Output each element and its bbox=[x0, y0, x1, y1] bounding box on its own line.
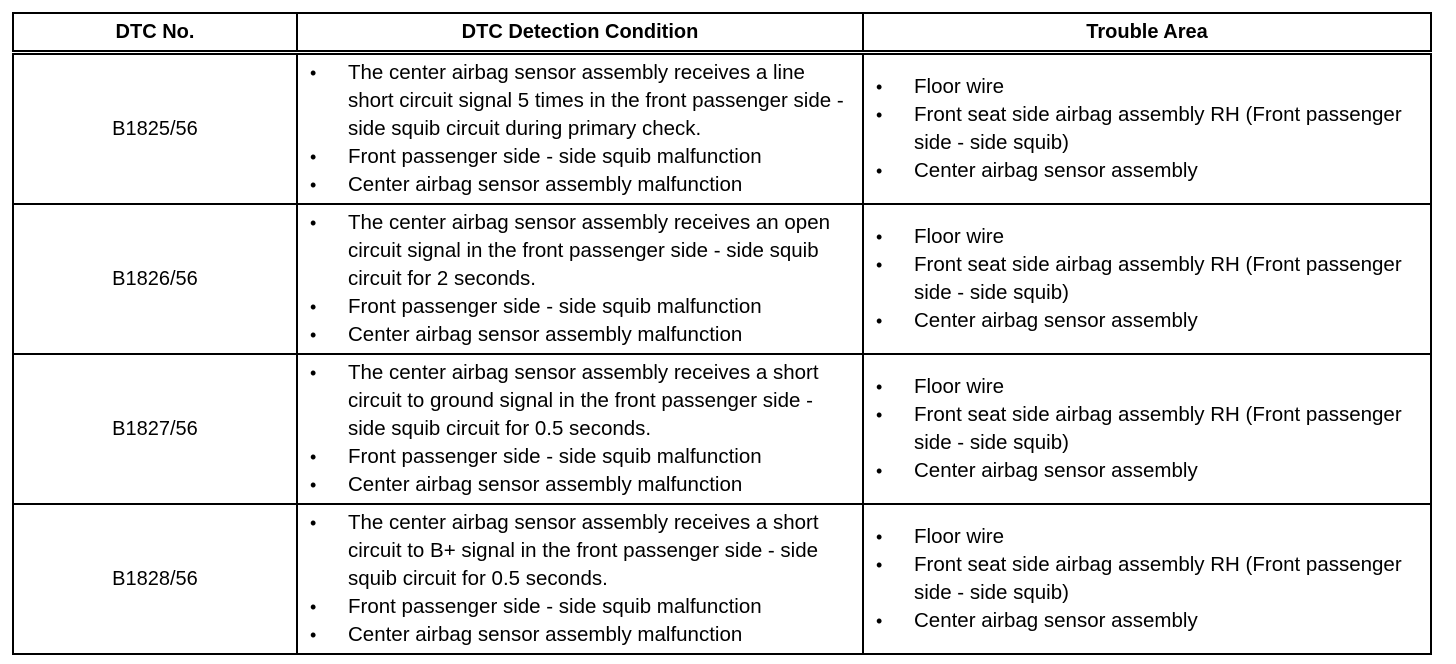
condition-text: Center airbag sensor assembly malfunction bbox=[348, 473, 743, 496]
detection-condition-cell bbox=[297, 504, 863, 654]
bullet-icon: • bbox=[876, 611, 883, 631]
bullet-icon: • bbox=[310, 63, 317, 83]
bullet-icon: • bbox=[310, 325, 317, 345]
area-text: Floor wire bbox=[914, 225, 1004, 248]
condition-list bbox=[298, 509, 854, 649]
list-item bbox=[864, 251, 1422, 307]
list-item bbox=[864, 523, 1422, 551]
list-item bbox=[298, 359, 854, 443]
area-text: Center airbag sensor assembly bbox=[914, 309, 1198, 332]
list-item bbox=[298, 321, 854, 349]
header-detection-condition: DTC Detection Condition bbox=[297, 13, 863, 53]
bullet-icon: • bbox=[876, 527, 883, 547]
list-item bbox=[864, 457, 1422, 485]
bullet-icon: • bbox=[876, 227, 883, 247]
condition-text: The center airbag sensor assembly receives a line short circuit signal 5 times in the front passenger side - side squib circuit during primary check. bbox=[348, 61, 844, 140]
area-text: Front seat side airbag assembly RH (Front passenger side - side squib) bbox=[914, 553, 1402, 604]
list-item bbox=[864, 307, 1422, 335]
area-list bbox=[864, 223, 1422, 335]
list-item bbox=[864, 157, 1422, 185]
detection-condition-cell bbox=[297, 204, 863, 354]
area-text: Front seat side airbag assembly RH (Front passenger side - side squib) bbox=[914, 103, 1402, 154]
list-item bbox=[298, 621, 854, 649]
table-row bbox=[13, 204, 1431, 354]
bullet-icon: • bbox=[310, 175, 317, 195]
header-dtc-no: DTC No. bbox=[13, 13, 297, 53]
table-row bbox=[13, 53, 1431, 205]
list-item bbox=[298, 443, 854, 471]
condition-text: Front passenger side - side squib malfunction bbox=[348, 145, 762, 168]
bullet-icon: • bbox=[876, 77, 883, 97]
bullet-icon: • bbox=[876, 405, 883, 425]
condition-text: The center airbag sensor assembly receives a short circuit to B+ signal in the front passenger side - side squib circuit for 0.5 seconds. bbox=[348, 511, 819, 590]
bullet-icon: • bbox=[876, 311, 883, 331]
list-item bbox=[864, 551, 1422, 607]
area-text: Floor wire bbox=[914, 375, 1004, 398]
area-text: Floor wire bbox=[914, 525, 1004, 548]
trouble-area-cell bbox=[863, 53, 1431, 205]
condition-text: Center airbag sensor assembly malfunction bbox=[348, 623, 743, 646]
area-list bbox=[864, 523, 1422, 635]
list-item bbox=[298, 59, 854, 143]
condition-text: The center airbag sensor assembly receives an open circuit signal in the front passenger side - side squib circuit for 2 seconds. bbox=[348, 211, 831, 290]
list-item bbox=[298, 293, 854, 321]
bullet-icon: • bbox=[876, 105, 883, 125]
list-item bbox=[298, 471, 854, 499]
condition-text: Front passenger side - side squib malfunction bbox=[348, 295, 762, 318]
bullet-icon: • bbox=[310, 213, 317, 233]
dtc-table bbox=[12, 12, 1432, 655]
dtc-code-cell: B1825/56 bbox=[13, 53, 297, 205]
list-item bbox=[864, 101, 1422, 157]
bullet-icon: • bbox=[310, 513, 317, 533]
list-item bbox=[298, 593, 854, 621]
area-list bbox=[864, 73, 1422, 185]
header-row bbox=[13, 13, 1431, 53]
area-text: Center airbag sensor assembly bbox=[914, 159, 1198, 182]
table-row bbox=[13, 354, 1431, 504]
area-list bbox=[864, 373, 1422, 485]
area-text: Front seat side airbag assembly RH (Front passenger side - side squib) bbox=[914, 253, 1402, 304]
dtc-code-cell: B1828/56 bbox=[13, 504, 297, 654]
list-item bbox=[298, 143, 854, 171]
area-text: Center airbag sensor assembly bbox=[914, 459, 1198, 482]
bullet-icon: • bbox=[876, 255, 883, 275]
list-item bbox=[298, 509, 854, 593]
bullet-icon: • bbox=[876, 555, 883, 575]
list-item bbox=[864, 73, 1422, 101]
list-item bbox=[864, 607, 1422, 635]
bullet-icon: • bbox=[310, 475, 317, 495]
condition-list bbox=[298, 359, 854, 499]
bullet-icon: • bbox=[876, 161, 883, 181]
condition-list bbox=[298, 59, 854, 199]
area-text: Front seat side airbag assembly RH (Front passenger side - side squib) bbox=[914, 403, 1402, 454]
bullet-icon: • bbox=[876, 461, 883, 481]
detection-condition-cell bbox=[297, 53, 863, 205]
detection-condition-cell bbox=[297, 354, 863, 504]
list-item bbox=[298, 171, 854, 199]
list-item bbox=[298, 209, 854, 293]
condition-text: Center airbag sensor assembly malfunction bbox=[348, 323, 743, 346]
condition-text: Front passenger side - side squib malfunction bbox=[348, 445, 762, 468]
bullet-icon: • bbox=[310, 363, 317, 383]
bullet-icon: • bbox=[310, 297, 317, 317]
header-trouble-area: Trouble Area bbox=[863, 13, 1431, 53]
trouble-area-cell bbox=[863, 354, 1431, 504]
bullet-icon: • bbox=[310, 447, 317, 467]
bullet-icon: • bbox=[310, 597, 317, 617]
dtc-table-container bbox=[12, 12, 1430, 655]
condition-text: Front passenger side - side squib malfunction bbox=[348, 595, 762, 618]
bullet-icon: • bbox=[310, 147, 317, 167]
bullet-icon: • bbox=[310, 625, 317, 645]
bullet-icon: • bbox=[876, 377, 883, 397]
condition-text: Center airbag sensor assembly malfunction bbox=[348, 173, 743, 196]
dtc-code-cell: B1826/56 bbox=[13, 204, 297, 354]
list-item bbox=[864, 373, 1422, 401]
condition-list bbox=[298, 209, 854, 349]
dtc-code-cell: B1827/56 bbox=[13, 354, 297, 504]
area-text: Center airbag sensor assembly bbox=[914, 609, 1198, 632]
condition-text: The center airbag sensor assembly receives a short circuit to ground signal in the front passenger side - side squib circuit for 0.5 seconds. bbox=[348, 361, 819, 440]
list-item bbox=[864, 223, 1422, 251]
list-item bbox=[864, 401, 1422, 457]
trouble-area-cell bbox=[863, 504, 1431, 654]
trouble-area-cell bbox=[863, 204, 1431, 354]
table-row bbox=[13, 504, 1431, 654]
area-text: Floor wire bbox=[914, 75, 1004, 98]
